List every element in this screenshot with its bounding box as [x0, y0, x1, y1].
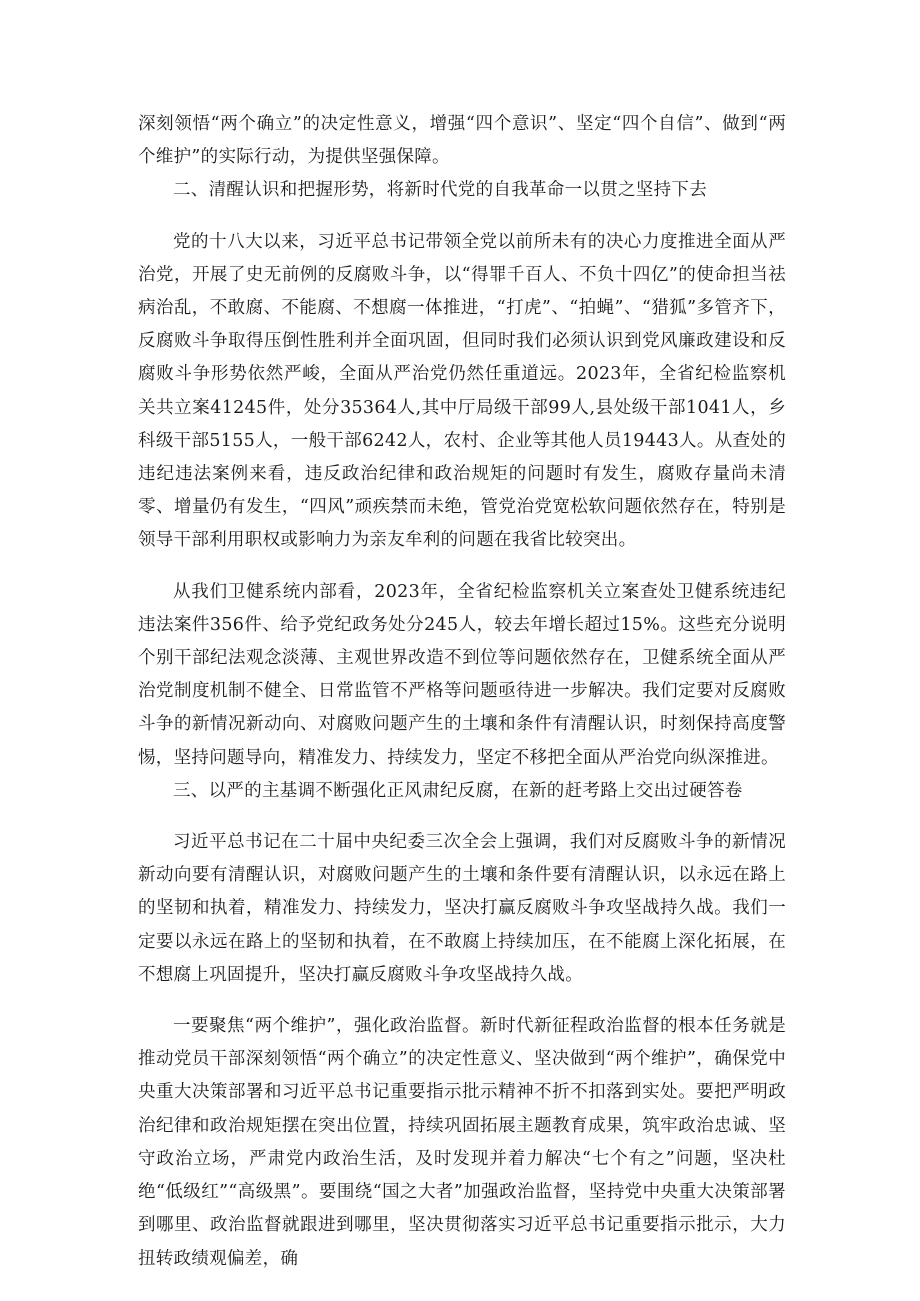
paragraph-health-system: 从我们卫健系统内部看，2023年，全省纪检监察机关立案查处卫健系统违纪违法案件356件、给予党纪政务处分245人，较去年增长超过15%。这些充分说明个别干部纪法观念淡薄、主观世界改造不到位等问题依然存在，卫健系统全面从严治党制度机制不健全、日常监管不严格等问题亟待进一步解决。我们定要对反腐败斗争的新情况新动向、对腐败问题产生的土壤和条件有清醒认识，时刻保持高度警惕，坚持问题导向，精准发力、持续发力，坚定不移把全面从严治党向纵深推进。 [138, 581, 786, 768]
paragraph-situation: 党的十八大以来，习近平总书记带领全党以前所未有的决心力度推进全面从严治党，开展了史无前例的反腐败斗争，以“得罪千百人、不负十四亿”的使命担当祛病治乱，不敢腐、不能腐、不想腐一体推进，“打虎”、“拍蝇”、“猎狐”多管齐下，反腐败斗争取得压倒性胜利并全面巩固，但同时我们必须认识到党风廉政建设和反腐败斗争形势依然严峻，全面从严治党仍然任重道远。2023年，全省纪检监察机关共立案41245件，处分35364人,其中厅局级干部99人,县处级干部1041人，乡科级干部5155人，一般干部6242人，农村、企业等其他人员19443人。从查处的违纪违法案例来看，违反政治纪律和政治规矩的问题时有发生，腐败存量尚未清零、增量仍有发生，“四风”顽疾禁而未绝，管党治党宽松软问题依然存在，特别是领导干部利用职权或影响力为亲友牟利的问题在我省比较突出。 [138, 231, 786, 551]
document-page [138, 108, 786, 1276]
paragraph-political-supervision: 一要聚焦“两个维护”，强化政治监督。新时代新征程政治监督的根本任务就是推动党员干部深刻领悟“两个确立”的决定性意义、坚决做到“两个维护”，确保党中央重大决策部署和习近平总书记重要指示批示精神不折不扣落到实处。要把严明政治纪律和政治规矩摆在突出位置，持续巩固拓展主题教育成果，筑牢政治忠诚、坚守政治立场，严肃党内政治生活，及时发现并着力解决“七个有之”问题，坚决杜绝“低级红”“高级黑”。要围绕“国之大者”加强政治监督，坚持党中央重大决策部署到哪里、政治监督就跟进到哪里，坚决贯彻落实习近平总书记重要指示批示，大力扭转政绩观偏差，确 [138, 1016, 786, 1269]
section-heading-2: 二、清醒认识和把握形势，将新时代党的自我革命一以贯之坚持下去 [173, 180, 707, 201]
paragraph-xi-emphasis: 习近平总书记在二十届中央纪委三次全会上强调，我们对反腐败斗争的新情况新动向要有清醒认识，对腐败问题产生的土壤和条件要有清醒认识，以永远在路上的坚韧和执着，精准发力、持续发力，坚决打赢反腐败斗争攻坚战持久战。我们一定要以永远在路上的坚韧和执着，在不敢腐上持续加压，在不能腐上深化拓展，在不想腐上巩固提升，坚决打赢反腐败斗争攻坚战持久战。 [138, 832, 786, 985]
paragraph-continuation: 深刻领悟“两个确立”的决定性意义，增强“四个意识”、坚定“四个自信”、做到“两个维护”的实际行动，为提供坚强保障。 [138, 114, 786, 168]
section-heading-3: 三、以严的主基调不断强化正风肃纪反腐，在新的赶考路上交出过硬答卷 [173, 780, 743, 801]
